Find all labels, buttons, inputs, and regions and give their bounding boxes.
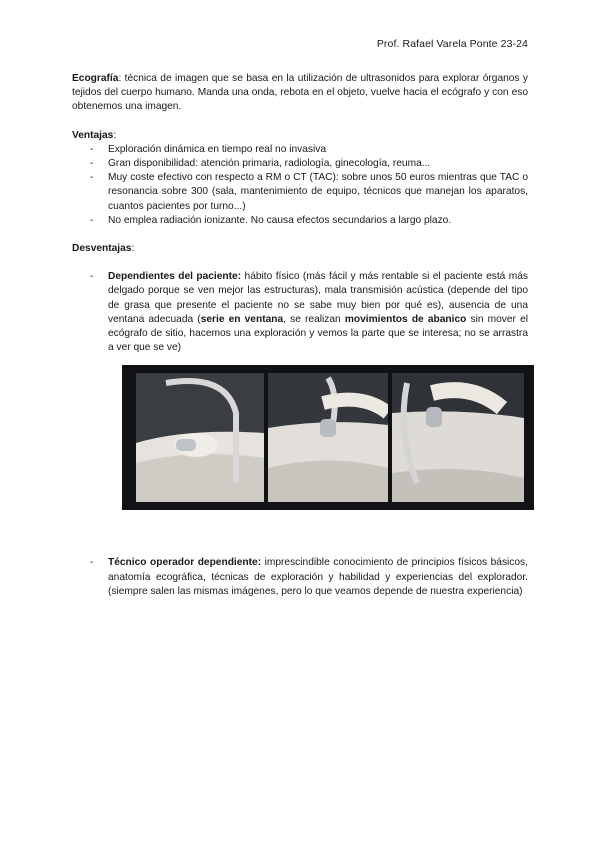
- desventajas-title: Desventajas: [72, 243, 132, 255]
- tecnico-text: imprescindible conocimiento de principios físicos básicos, anatomía ecográfica, técnicas de exploración y habilidad y experiencias del explorador. (siempre salen las mismas imágenes, pero lo que veamos depende de nuestra experiencia): [108, 557, 528, 597]
- intro-text: : técnica de imagen que se basa en la utilización de ultrasonidos para explorar órganos y tejidos del cuerpo humano. Manda una onda, rebota en el objeto, vuelve hacia el ecógrafo y con eso obtenemos una imagen.: [72, 73, 528, 113]
- paciente-text-2: , se realizan: [283, 313, 345, 325]
- paciente-text-1: hábito físico (más fácil y más rentable si el paciente está más delgado porque se ven mejor las estructuras), mala transmisión acústica (depende del tipo de grasa que presente el paciente no se sabe muy bien por qué es), ausencia de una ventana adecuada (: [108, 271, 529, 325]
- tecnico-label: Técnico operador dependiente:: [108, 557, 262, 569]
- list-item-paciente: [108, 270, 528, 355]
- list-item: - Exploración dinámica en tiempo real no invasiva: [108, 143, 528, 157]
- list-item-tecnico: [108, 556, 528, 599]
- list-item: - Muy coste efectivo con respecto a RM o CT (TAC): sobre unos 50 euros mientras que TAC o resonancia sobre 300 (sala, mantenimiento de equipo, técnicos que manejan los aparatos, cuantos pacientes por turno...): [108, 171, 528, 214]
- desventajas-list-2: [72, 556, 528, 599]
- photo-panel-1: [136, 373, 264, 502]
- desventajas-heading: [72, 242, 528, 256]
- ventajas-list: [72, 143, 528, 228]
- desventajas-colon: :: [131, 243, 135, 255]
- ventajas-colon: :: [113, 129, 117, 141]
- document-body: [72, 72, 528, 599]
- paciente-bold-2: movimientos de abanico: [344, 313, 467, 325]
- paciente-bold-1: serie en ventana: [200, 313, 284, 325]
- ventajas-title: Ventajas: [72, 129, 114, 141]
- list-item: - No emplea radiación ionizante. No causa efectos secundarios a largo plazo.: [108, 214, 528, 228]
- paciente-text-3: sin mover el ecógrafo de sitio, hacemos una exploración y vemos la parte que se interesa; no se arrastra a ver que se ve): [108, 313, 529, 354]
- ventajas-heading: [72, 129, 528, 143]
- ultrasound-photo: [122, 365, 534, 510]
- intro-paragraph: [72, 72, 528, 115]
- paciente-label: Dependientes del paciente:: [108, 271, 242, 283]
- list-item: - Gran disponibilidad: atención primaria, radiología, ginecología, reuma...: [108, 157, 528, 171]
- page-header: Prof. Rafael Varela Ponte 23-24: [376, 38, 528, 50]
- photo-panel-2: [268, 373, 388, 502]
- photo-panel-3: [392, 373, 524, 502]
- desventajas-list: [72, 270, 528, 355]
- intro-term: Ecografía: [72, 73, 119, 84]
